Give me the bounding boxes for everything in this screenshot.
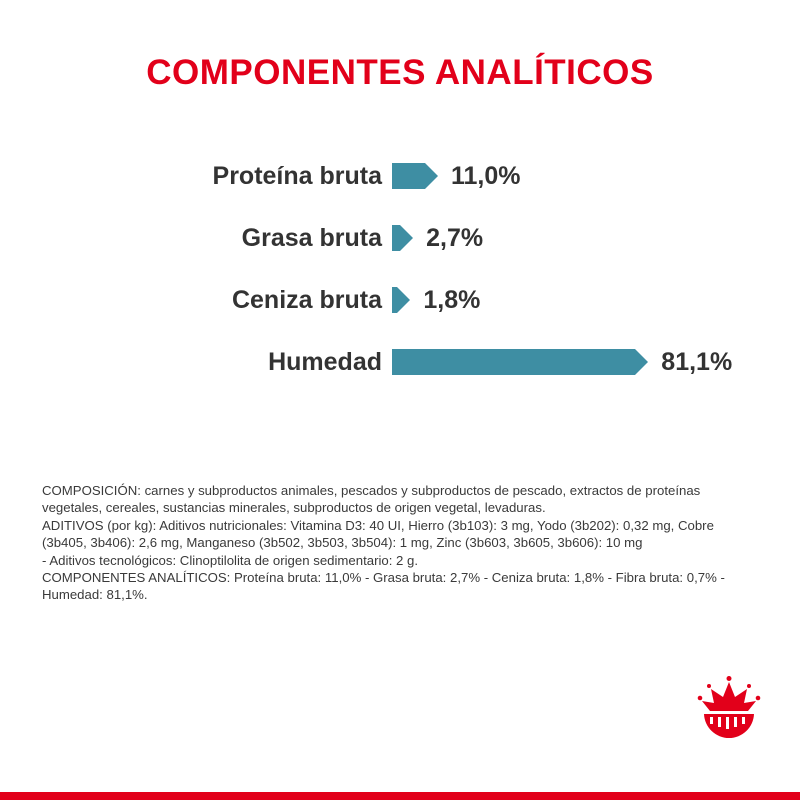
composition-line-1-text: carnes y subproductos animales, pescados y subproductos de pescado, extractos de proteínas vegetales, cereales, sustancias minerales, subproductos de origen vegetal, levaduras. bbox=[42, 483, 701, 516]
composition-label: COMPOSICIÓN: bbox=[42, 483, 141, 498]
bar-value-fat: 2,7% bbox=[426, 223, 484, 252]
bar-value-moisture: 81,1% bbox=[661, 347, 733, 376]
bar-track bbox=[392, 331, 800, 393]
bar-fat bbox=[392, 225, 400, 251]
bar-label-protein: Proteína bruta bbox=[212, 161, 382, 190]
bar-track bbox=[392, 145, 800, 207]
composition-line-2: ADITIVOS (por kg): Aditivos nutricionales: Vitamina D3: 40 UI, Hierro (3b103): 3 mg, Yodo (3b202): 0,32 mg, Cobre (3b405, 3b406): 2,6 mg, Manganeso (3b502, 3b503, 3b504): 1 mg, Zinc (3b603, 3b605, 3b606): 10 mg bbox=[42, 517, 714, 550]
chart-row bbox=[0, 145, 800, 207]
royal-canin-crown-logo bbox=[694, 676, 764, 742]
composition-line-3: - Aditivos tecnológicos: Clinoptilolita de origen sedimentario: 2 g. bbox=[42, 552, 419, 568]
page-title: COMPONENTES ANALÍTICOS bbox=[146, 53, 654, 93]
bar-label-fat: Grasa bruta bbox=[241, 223, 382, 252]
composition-text-block bbox=[42, 482, 762, 604]
chart-row bbox=[0, 207, 800, 269]
bar-protein bbox=[392, 163, 425, 189]
chart-row bbox=[0, 269, 800, 331]
bar-track bbox=[392, 269, 800, 331]
chart-row bbox=[0, 331, 800, 393]
bar-moisture bbox=[392, 349, 635, 375]
composition-line-1 bbox=[42, 482, 762, 516]
bar-track bbox=[392, 207, 800, 269]
bottom-accent-bar bbox=[0, 792, 800, 800]
bar-label-ash: Ceniza bruta bbox=[231, 285, 382, 314]
bar-ash bbox=[392, 287, 397, 313]
bar-value-protein: 11,0% bbox=[451, 161, 521, 190]
analytical-components-chart bbox=[0, 145, 800, 393]
composition-line-4: COMPONENTES ANALÍTICOS: Proteína bruta: 11,0% - Grasa bruta: 2,7% - Ceniza bruta: 1,8% - Fibra bruta: 0,7% - Humedad: 81,1%. bbox=[42, 570, 725, 603]
bar-label-moisture: Humedad bbox=[268, 347, 382, 376]
bar-value-ash: 1,8% bbox=[423, 285, 481, 314]
